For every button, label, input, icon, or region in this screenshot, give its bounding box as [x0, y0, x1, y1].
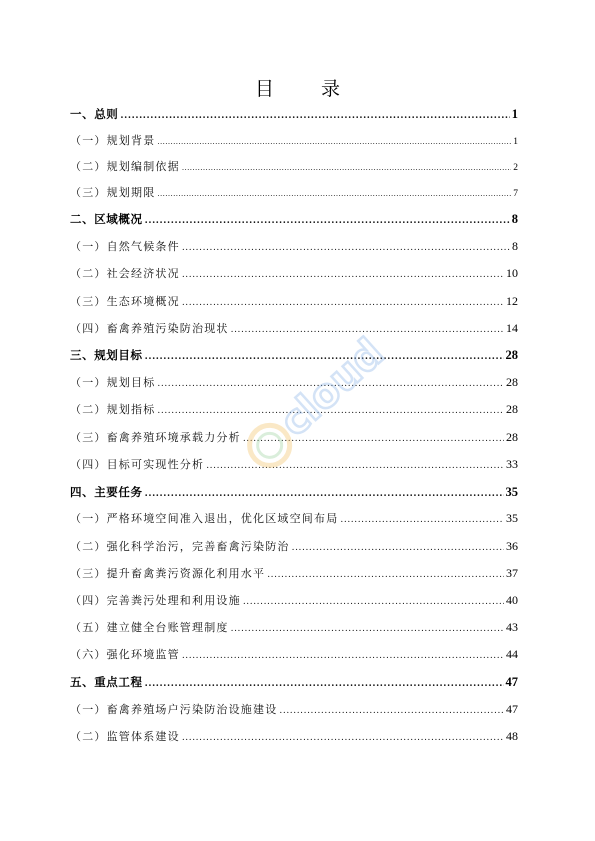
toc-dot-leader — [340, 515, 504, 525]
toc-entry-label: （二）社会经济状况 — [70, 267, 180, 280]
toc-page-number: 12 — [506, 294, 518, 308]
toc-page-number: 28 — [505, 348, 518, 362]
toc-section-entry[interactable] — [70, 265, 518, 283]
toc-dot-leader — [145, 216, 510, 226]
toc-entry-label: （二）规划指标 — [70, 403, 156, 416]
toc-chapter-entry[interactable] — [70, 674, 518, 692]
toc-entry-label: （一）规划目标 — [70, 376, 156, 389]
toc-page-number: 1 — [513, 137, 518, 147]
toc-page-number: 28 — [506, 430, 518, 444]
toc-dot-leader — [206, 461, 504, 471]
toc-page-number: 36 — [506, 539, 518, 553]
toc-dot-leader — [182, 243, 510, 253]
toc-section-entry[interactable] — [70, 538, 518, 556]
toc-section-entry[interactable] — [70, 728, 518, 746]
toc-dot-leader — [243, 434, 504, 444]
toc-dot-leader — [145, 679, 504, 689]
toc-dot-leader — [231, 624, 504, 634]
toc-entry-label: （三）生态环境概况 — [70, 295, 180, 308]
toc-dot-leader — [157, 138, 511, 146]
toc-dot-leader — [182, 164, 511, 172]
toc-dot-leader — [145, 489, 504, 499]
toc-section-entry[interactable] — [70, 619, 518, 637]
toc-dot-leader — [145, 352, 504, 362]
toc-entry-label: （三）规划期限 — [70, 186, 156, 199]
toc-entry-label: （四）完善粪污处理和利用设施 — [70, 594, 241, 607]
toc-page-number: 35 — [505, 485, 518, 499]
toc-page-number: 37 — [506, 566, 518, 580]
toc-section-entry[interactable] — [70, 184, 518, 202]
toc-entry-label: （一）规划背景 — [70, 134, 156, 147]
toc-entry-label: （一）严格环境空间准入退出，优化区域空间布局 — [70, 512, 339, 525]
page-title: 目 录 — [254, 78, 354, 100]
toc-entry-label: （四）畜禽养殖污染防治现状 — [70, 322, 229, 335]
toc-page-number: 14 — [506, 321, 518, 335]
toc-entry-label: （二）强化科学治污，完善畜禽污染防治 — [70, 540, 290, 553]
toc-page-number: 35 — [506, 511, 518, 525]
toc-page-number: 8 — [511, 212, 518, 226]
toc-section-entry[interactable] — [70, 429, 518, 447]
toc-section-entry[interactable] — [70, 646, 518, 664]
toc-entry-label: （二）规划编制依据 — [70, 160, 180, 173]
toc-dot-leader — [182, 733, 504, 743]
toc-page-number: 28 — [506, 375, 518, 389]
toc-section-entry[interactable] — [70, 510, 518, 528]
toc-chapter-entry[interactable] — [70, 347, 518, 365]
toc-entry-label: （一）自然气候条件 — [70, 240, 180, 253]
toc-dot-leader — [120, 111, 509, 121]
toc-entry-label: （三）提升畜禽粪污资源化利用水平 — [70, 567, 266, 580]
toc-section-entry[interactable] — [70, 592, 518, 610]
toc-dot-leader — [267, 570, 504, 580]
toc-dot-leader — [279, 706, 504, 716]
toc-entry-label: （二）监管体系建设 — [70, 730, 180, 743]
toc-chapter-entry[interactable] — [70, 211, 518, 229]
toc-entry-label: 二、区域概况 — [70, 212, 143, 226]
toc-entry-label: （五）建立健全台账管理制度 — [70, 621, 229, 634]
toc-page-number: 8 — [512, 239, 518, 253]
toc-section-entry[interactable] — [70, 238, 518, 256]
toc-section-entry[interactable] — [70, 565, 518, 583]
toc-section-entry[interactable] — [70, 374, 518, 392]
toc-entry-label: 四、主要任务 — [70, 485, 143, 499]
toc-section-entry[interactable] — [70, 701, 518, 719]
toc-chapter-entry[interactable] — [70, 484, 518, 502]
toc-section-entry[interactable] — [70, 158, 518, 176]
toc-entry-label: （一）畜禽养殖场户污染防治设施建设 — [70, 703, 278, 716]
toc-dot-leader — [157, 379, 504, 389]
toc-dot-leader — [231, 325, 504, 335]
toc-page-number: 43 — [506, 620, 518, 634]
toc-page-number: 47 — [505, 675, 518, 689]
toc-dot-leader — [157, 406, 504, 416]
toc-page-number: 33 — [506, 457, 518, 471]
toc-page-number: 1 — [511, 107, 518, 121]
toc-page-number: 44 — [506, 647, 518, 661]
toc-entry-label: （四）目标可实现性分析 — [70, 458, 205, 471]
toc-page-number: 2 — [513, 163, 518, 173]
toc-section-entry[interactable] — [70, 401, 518, 419]
toc-page-number: 48 — [506, 729, 518, 743]
toc-page-number: 10 — [506, 266, 518, 280]
toc-page-number: 47 — [506, 702, 518, 716]
toc-dot-leader — [292, 543, 504, 553]
toc-section-entry[interactable] — [70, 456, 518, 474]
toc-dot-leader — [182, 651, 504, 661]
toc-dot-leader — [182, 270, 504, 280]
toc-page-number: 28 — [506, 402, 518, 416]
toc-page-number: 7 — [513, 189, 518, 199]
toc-dot-leader — [243, 597, 504, 607]
toc-section-entry[interactable] — [70, 320, 518, 338]
toc-entry-label: （三）畜禽养殖环境承载力分析 — [70, 431, 241, 444]
toc-entry-label: （六）强化环境监管 — [70, 648, 180, 661]
toc-entry-label: 三、规划目标 — [70, 348, 143, 362]
toc-entry-label: 一、总则 — [70, 107, 119, 121]
toc-dot-leader — [157, 190, 511, 198]
toc-entry-label: 五、重点工程 — [70, 675, 143, 689]
toc-section-entry[interactable] — [70, 132, 518, 150]
toc-page-number: 40 — [506, 593, 518, 607]
toc-dot-leader — [182, 298, 504, 308]
watermark-text: cloud — [271, 329, 393, 446]
toc-chapter-entry[interactable] — [70, 106, 518, 124]
toc-section-entry[interactable] — [70, 293, 518, 311]
